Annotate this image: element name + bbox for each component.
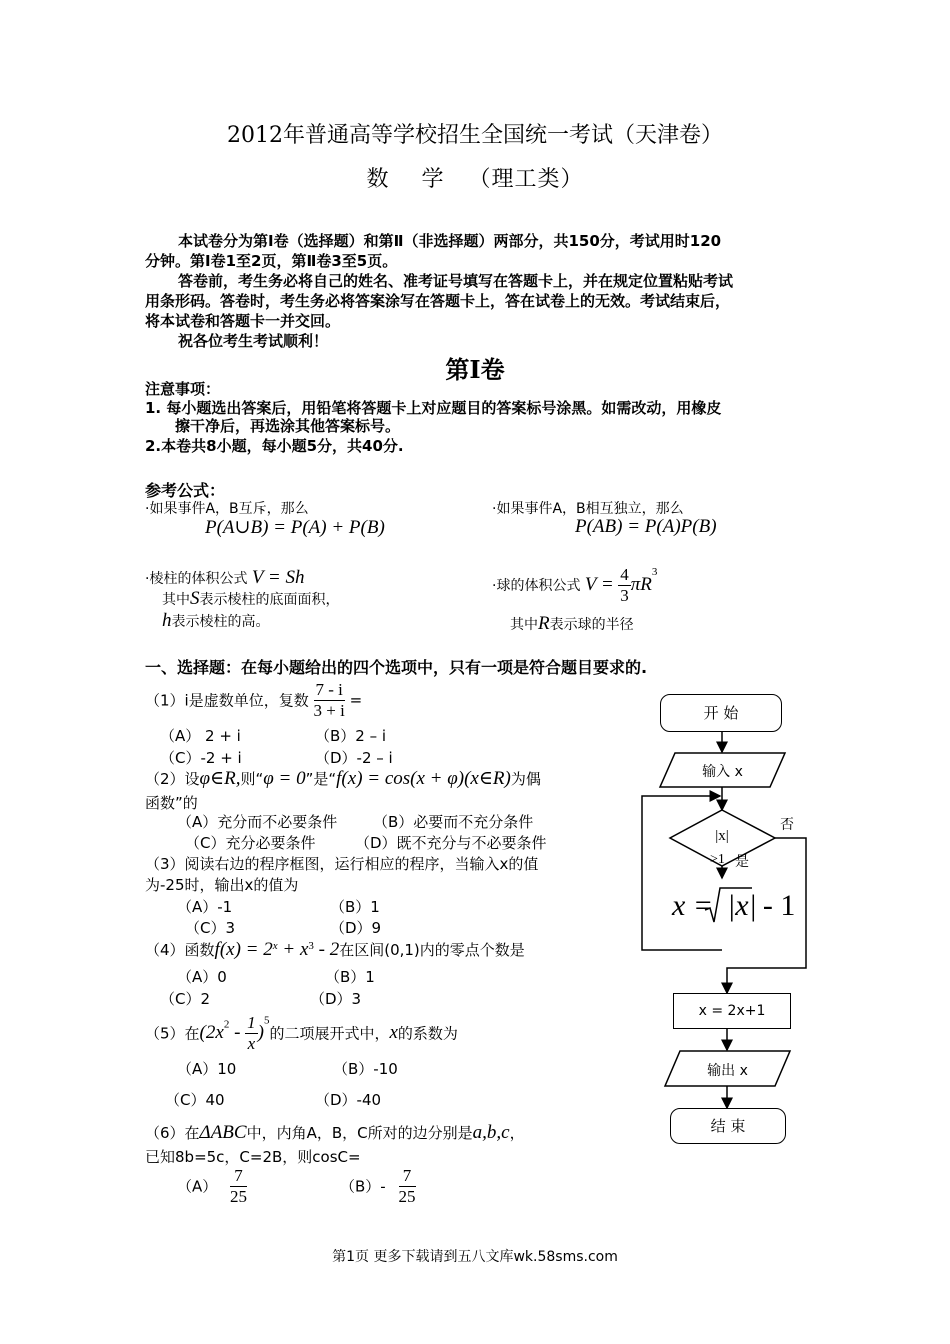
flowchart-end: 结 束 [670,1108,786,1144]
question-6-stem: （6）在ΔABC中，内角A，B，C所对的边分别是a,b,c， [145,1122,525,1143]
flowchart-input: 输入 x [702,764,743,780]
intro-line-3: 答卷前，考生务必将自己的姓名、准考证号填写在答题卡上，并在规定位置粘贴考试 [178,272,734,290]
question-1-stem: （1）i是虚数单位，复数 $\frac{7 - i}{3 + i}$ = [145,680,363,720]
question-6-line-2: 已知8b=5c，C=2B，则cosC= [145,1148,361,1166]
q3-option-b: （B）1 [330,898,380,916]
notice-1a: 1. 每小题选出答案后，用铅笔将答题卡上对应题目的答案标号涂黑。如需改动，用橡皮 [145,399,722,417]
flowchart-condition-right: >1 [710,852,725,867]
formula-3-math: V = Sh [251,567,305,588]
q6-option-b: （B）- $\frac{7}{25}$ [340,1166,416,1206]
question-2-line-2: 函数”的 [145,794,198,812]
part1-title: 一、选择题：在每小题给出的四个选项中，只有一项是符合题目要求的. [145,658,648,677]
formula-4-note: 其中R表示球的半径 [510,613,634,634]
q4-option-b: （B）1 [325,968,375,986]
q5-option-c: （C）40 [165,1091,225,1109]
formula-3-note-2: h表示棱柱的高。 [162,610,270,631]
q4-option-a: （A）0 [177,968,227,986]
section-title: 第Ⅰ卷 [445,355,505,384]
question-5-fraction: $\frac{1}{x}$ [247,1013,256,1053]
exam-subtitle: 数 学 （理工类） [366,167,584,192]
notice-title: 注意事项： [145,380,221,398]
q3-option-a: （A）-1 [177,898,233,916]
flowchart-condition: |x| [715,828,729,844]
q1-option-a: （A） 2 + i [160,727,241,745]
flowchart-start: 开 始 [660,694,782,732]
formulas-title: 参考公式： [145,481,226,500]
intro-line-2: 分钟。第Ⅰ卷1至2页，第Ⅱ卷3至5页。 [145,252,398,270]
flowchart-no-label: 否 [780,817,794,833]
q1-option-c: （C）-2 + i [160,749,242,767]
intro-line-6: 祝各位考生考试顺利！ [178,332,329,350]
flowchart-yes-label: 是 [735,854,749,870]
question-2-stem: （2）设φ∈R,则“φ = 0”是“f(x) = cos(x + φ)(x∈R)为偶 [145,768,541,789]
q2-option-c: （C）充分必要条件 [185,834,316,852]
intro-line-4: 用条形码。答卷时，考生务必将答案涂写在答题卡上，答在试卷上的无效。考试结束后， [145,292,731,310]
formula-2-text: ·如果事件A，B相互独立，那么 [492,501,684,517]
question-3-line-1: （3）阅读右边的程序框图，运行相应的程序，当输入x的值 [145,855,539,873]
formula-1-text: ·如果事件A，B互斥，那么 [145,501,309,517]
flowchart-process-2: x = 2x+1 [673,993,791,1029]
exam-title: 2012年普通高等学校招生全国统一考试（天津卷） [227,123,723,148]
formula-1-math: P(A∪B) = P(A) + P(B) [205,517,385,538]
q2-option-a: （A）充分而不必要条件 [177,813,338,831]
q5-option-a: （A）10 [177,1060,237,1078]
flowchart-output: 输出 x [707,1063,748,1079]
q2-option-b: （B）必要而不充分条件 [373,813,534,831]
q6-option-a: （A） $\frac{7}{25}$ [177,1166,248,1206]
formula-3-text: ·棱柱的体积公式 [145,571,248,587]
formula-4-fraction: $\frac{4}{3}$ [620,565,629,605]
formula-4: ·球的体积公式 V = $\frac{4}{3}$ $\pi R^3$ [492,565,658,605]
question-3-line-2: 为-25时，输出x的值为 [145,876,299,894]
flowchart-process-1: x = |x| - 1 [672,889,796,922]
q4-option-c: （C）2 [160,990,211,1008]
question-1-fraction: $\frac{7 - i}{3 + i}$ [313,680,345,720]
formula-2-math: P(AB) = P(A)P(B) [575,516,717,537]
q1-option-d: （D）-2 – i [315,749,393,767]
question-4-stem: （4）函数$f(x) = 2^x + x^3 - 2$在区间(0,1)内的零点个数是 [145,939,525,960]
intro-line-5: 将本试卷和答题卡一并交回。 [145,312,341,330]
formula-3-note-1: 其中S表示棱柱的底面面积， [162,588,340,609]
notice-2: 2.本卷共8小题，每小题5分，共40分. [145,437,404,455]
q3-option-c: （C）3 [185,919,236,937]
formula-4-text: ·球的体积公式 [492,578,581,595]
q2-option-d: （D）既不充分与不必要条件 [355,834,547,852]
q5-option-d: （D）-40 [315,1091,382,1109]
intro-line-1: 本试卷分为第Ⅰ卷（选择题）和第Ⅱ（非选择题）两部分，共150分，考试用时120 [178,232,722,250]
q3-option-d: （D）9 [330,919,382,937]
notice-1b: 擦干净后，再选涂其他答案标号。 [175,417,401,435]
page-footer: 第1页 更多下载请到五八文库wk.58sms.com [332,1249,618,1265]
q5-option-b: （B）-10 [333,1060,398,1078]
question-5-stem: （5）在($2x^2$ - $\frac{1}{x}$ )$^5$的二项展开式中，x的系数为 [145,1013,458,1053]
q4-option-d: （D）3 [310,990,362,1008]
q1-option-b: （B）2 – i [315,727,387,745]
